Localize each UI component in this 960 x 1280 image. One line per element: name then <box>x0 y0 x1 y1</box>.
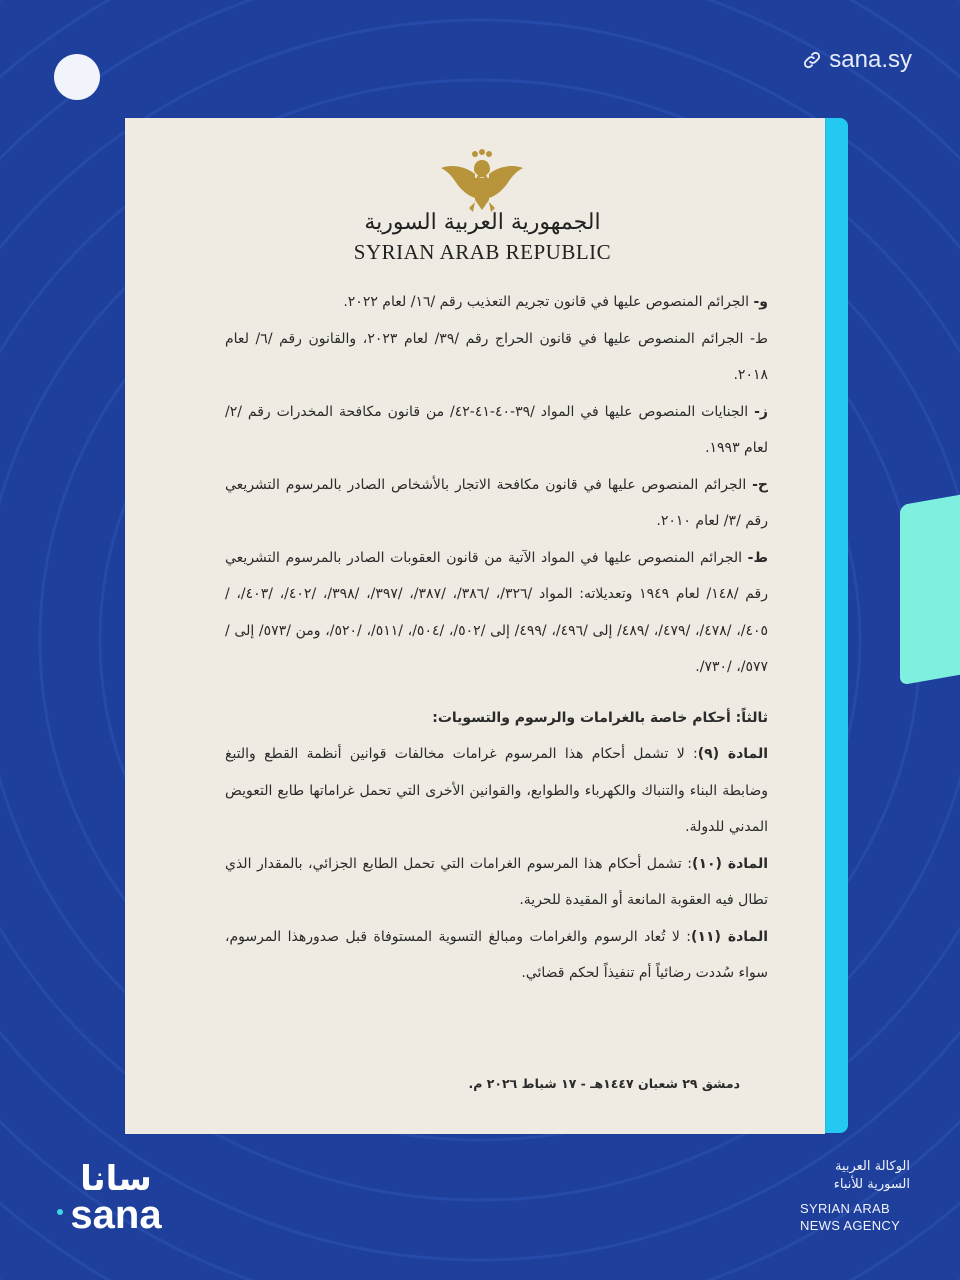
clause-text: الجرائم المنصوص عليها في المواد الآتية من قانون العقوبات الصادر بالمرسوم التشريعي رقم /١٤٨/ لعام ١٩٤٩ وتعديلاته: المواد /٣٢٦/، /٣٨٦/، /٣٨٧/، /٣٩٧/، /٣٩٨/، /٤٠٢/، /٤٠٣/، /٤٠٥/، /٤٧٨/، /٤٧٩/، /٤٨٩/ إلى /٤٩٦/، /٤٩٩/ إلى /٥٠٢/، /٥٠٤/، /٥١١/، /٥٢٠/، ومن /٥٧٣/ إلى /٥٧٧/، /٧٣٠/. <box>225 549 769 675</box>
eagle-emblem-icon <box>437 148 527 218</box>
article-paragraph <box>225 919 768 992</box>
article-label: المادة (٩) <box>697 746 768 762</box>
header-english: SYRIAN ARAB REPUBLIC <box>353 240 612 264</box>
agency-en-line2: NEWS AGENCY <box>800 1218 901 1233</box>
article-text: : لا تشمل أحكام هذا المرسوم غرامات مخالفات قوانين أنظمة القطع والتبغ وضابطة البناء والتنباك والكهرباء والطوابع، والقوانين الأخرى التي تحمل غراماتها طابع التعويض المدني للدولة. <box>225 746 768 835</box>
clause-paragraph <box>225 284 768 321</box>
clause-label: و- <box>753 294 768 310</box>
site-domain: sana.sy <box>829 46 912 73</box>
article-label: المادة (١٠) <box>692 855 768 872</box>
clause-paragraph <box>225 540 768 686</box>
site-link[interactable] <box>801 46 912 74</box>
document-page <box>125 118 825 1134</box>
clause-label: ط- <box>750 330 768 347</box>
agency-ar-line1: الوكالة العربية <box>834 1159 910 1174</box>
clause-text: الجرائم المنصوص عليها في قانون مكافحة الاتجار بالأشخاص الصادر بالمرسوم التشريعي رقم /٣/ لعام ٢٠١٠. <box>225 476 768 529</box>
header-arabic: الجمهورية العربية السورية <box>364 210 601 235</box>
clause-paragraph <box>225 394 768 467</box>
document-date: دمشق ٢٩ شعبان ١٤٤٧هـ - ١٧ شباط ٢٠٢٦ م. <box>468 1076 740 1091</box>
svg-text:sana: sana <box>70 1193 162 1234</box>
sana-logo <box>46 1158 186 1234</box>
clause-text: الجرائم المنصوص عليها في قانون الحراج رقم /٣٩/ لعام ٢٠٢٣، والقانون رقم /٦/ لعام ٢٠١٨. <box>225 330 768 383</box>
clause-label: ط- <box>747 549 768 566</box>
decorative-shape <box>900 495 960 686</box>
clause-text: الجرائم المنصوص عليها في قانون تجريم التعذيب رقم /١٦/ لعام ٢٠٢٢. <box>343 294 754 310</box>
link-icon <box>801 49 823 71</box>
svg-text:سانا: سانا <box>80 1159 152 1199</box>
document-body <box>225 284 768 992</box>
clause-label: ح- <box>752 476 768 493</box>
agency-en-line1: SYRIAN ARAB <box>800 1201 890 1216</box>
article-paragraph <box>225 736 768 846</box>
section-title: ثالثاً: أحكام خاصة بالغرامات والرسوم والتسويات: <box>432 709 768 726</box>
article-label: المادة (١١) <box>691 928 768 945</box>
agency-name <box>800 1158 910 1234</box>
clause-paragraph <box>225 321 768 394</box>
clause-paragraph <box>225 467 768 540</box>
article-text: : لا تُعاد الرسوم والغرامات ومبالغ التسوية المستوفاة قبل صدورهذا المرسوم، سواء سُددت رضائياً أم تنفيذاً لحكم قضائي. <box>225 928 768 981</box>
article-paragraph <box>225 846 768 919</box>
decorative-circle <box>54 54 100 100</box>
article-text: : تشمل أحكام هذا المرسوم الغرامات التي تحمل الطابع الجزائي، بالمقدار الذي تطال فيه العقوبة المانعة أو المقيدة للحرية. <box>225 855 768 908</box>
agency-ar-line2: السورية للأنباء <box>833 1177 910 1192</box>
clause-text: الجنايات المنصوص عليها في المواد /٣٩-٤٠-٤١-٤٢/ من قانون مكافحة المخدرات رقم /٢/ لعام ١٩٩٣. <box>225 403 768 456</box>
clause-label: ز- <box>754 403 768 420</box>
